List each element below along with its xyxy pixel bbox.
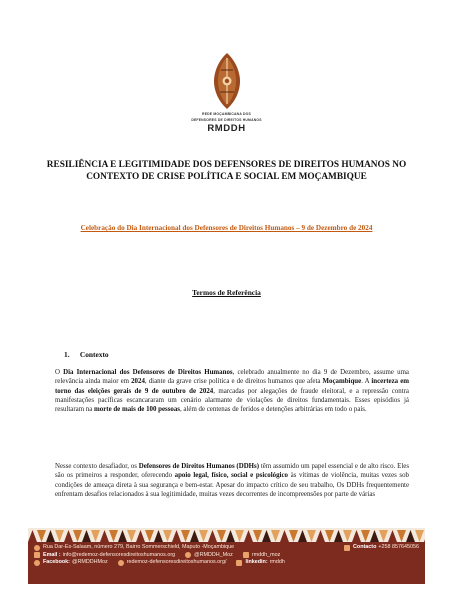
bold-span: incerteza em torno das eleições gerais de 9 de outubro de 2024 (55, 378, 410, 395)
text-span: Nesse contexto desafiador, os (55, 463, 139, 470)
section-title: Contexto (79, 350, 109, 359)
paragraph-context-2 (55, 462, 409, 499)
text-span: , marcadas por alegações de fraude eleitoral, e a repressão contra manifestações pacíficas escancararam um cenário alarmante de violações de direitos fundamentais. Esses episódios já resultaram na (55, 387, 409, 414)
contact-label: Contacto (353, 544, 377, 550)
footer-contact-bar (28, 542, 425, 584)
footer-row-1 (34, 544, 419, 552)
phone-icon (344, 545, 350, 551)
bold-span: Defensores de Direitos Humanos (DDHs) (138, 463, 260, 470)
facebook-label: Facebook: (43, 559, 70, 566)
text-span: , diante da grave crise política e de direitos humanos que afeta (144, 378, 323, 386)
linkedin-icon (236, 560, 242, 566)
facebook-icon (34, 560, 40, 566)
footer-row-3 (34, 559, 419, 567)
bold-span: Moçambique (322, 378, 362, 386)
contact-value: +258 857645056 (378, 544, 419, 550)
footer-address: Rua Dar-Es-Salaam, número 279, Bairro Sommerschield, Maputo -Moçambique (43, 544, 235, 550)
section-number: 1. (64, 350, 70, 359)
instagram-handle[interactable]: rmddh_moz (251, 551, 281, 558)
org-name-line2: DEFENSORES DE DIREITOS HUMANOS (191, 118, 262, 123)
location-icon (34, 545, 40, 551)
footer-row-2 (34, 552, 419, 560)
text-span: , celebrado anualmente no dia 9 de Dezembro, assume uma relevância ainda maior em (55, 369, 409, 386)
bold-span: 2024 (131, 378, 145, 386)
document-subtitle: Celebração do Dia Internacional dos Defensores de Direitos Humanos – 9 de Dezembro de 2024 (80, 224, 373, 232)
bold-span: apoio legal, físico, social e psicológico (174, 472, 288, 480)
shield-logo-icon (212, 52, 242, 110)
text-span: têm assumido um papel essencial e de alto risco. Eles são os primeiros a responder, oferecendo (55, 463, 409, 480)
decorative-pattern-band (28, 528, 425, 542)
org-name-line1: REDE MOÇAMBICANA DOS (202, 112, 251, 116)
website-link[interactable]: redemoz-defensoresdireitoshumanos.org/ (126, 559, 227, 566)
terms-of-reference-heading: Termos de Referência (192, 288, 261, 297)
text-span: , além de centenas de feridos e detenções arbitrárias em todo o país. (179, 406, 367, 414)
text-span: às vítimas de violência, muitas vezes sob condições de ameaça direta à sua segurança e bem-estar. Apesar do impacto crítico de seu trabalho, Os DDHs frequentemente enfrentam desafios relacionados à sua legitimidade, muitas vezes decorrentes de incompreensões por parte de várias (55, 472, 409, 498)
email-value[interactable]: info@redemoz-defensoresdireitoshumanos.org (62, 551, 176, 558)
email-icon (34, 552, 40, 558)
twitter-handle[interactable]: @RMDDH_Moz (194, 551, 233, 558)
facebook-handle[interactable]: @RMDDHMoz (71, 559, 108, 566)
email-label: Email : (43, 551, 61, 558)
bold-span: Dia Internacional dos Defensores de Direitos Humanos (63, 369, 233, 376)
section-heading-context (64, 350, 109, 359)
org-acronym: RMDDH (207, 123, 246, 135)
instagram-icon (243, 552, 249, 558)
web-icon (118, 560, 124, 566)
linkedin-label: linkedin: (245, 559, 268, 566)
organization-logo (0, 52, 453, 134)
bold-span: morte de mais de 100 pessoas (94, 406, 180, 414)
text-span: . A (361, 378, 372, 386)
text-span: O (55, 369, 64, 376)
linkedin-handle[interactable]: rmddh (269, 559, 285, 566)
twitter-icon (185, 552, 191, 558)
document-title: RESILIÊNCIA E LEGITIMIDADE DOS DEFENSORES DE DIREITOS HUMANOS NO CONTEXTO DE CRISE POLÍTICA E SOCIAL EM MOÇAMBIQUE (46, 160, 407, 182)
paragraph-context-1 (55, 368, 409, 414)
